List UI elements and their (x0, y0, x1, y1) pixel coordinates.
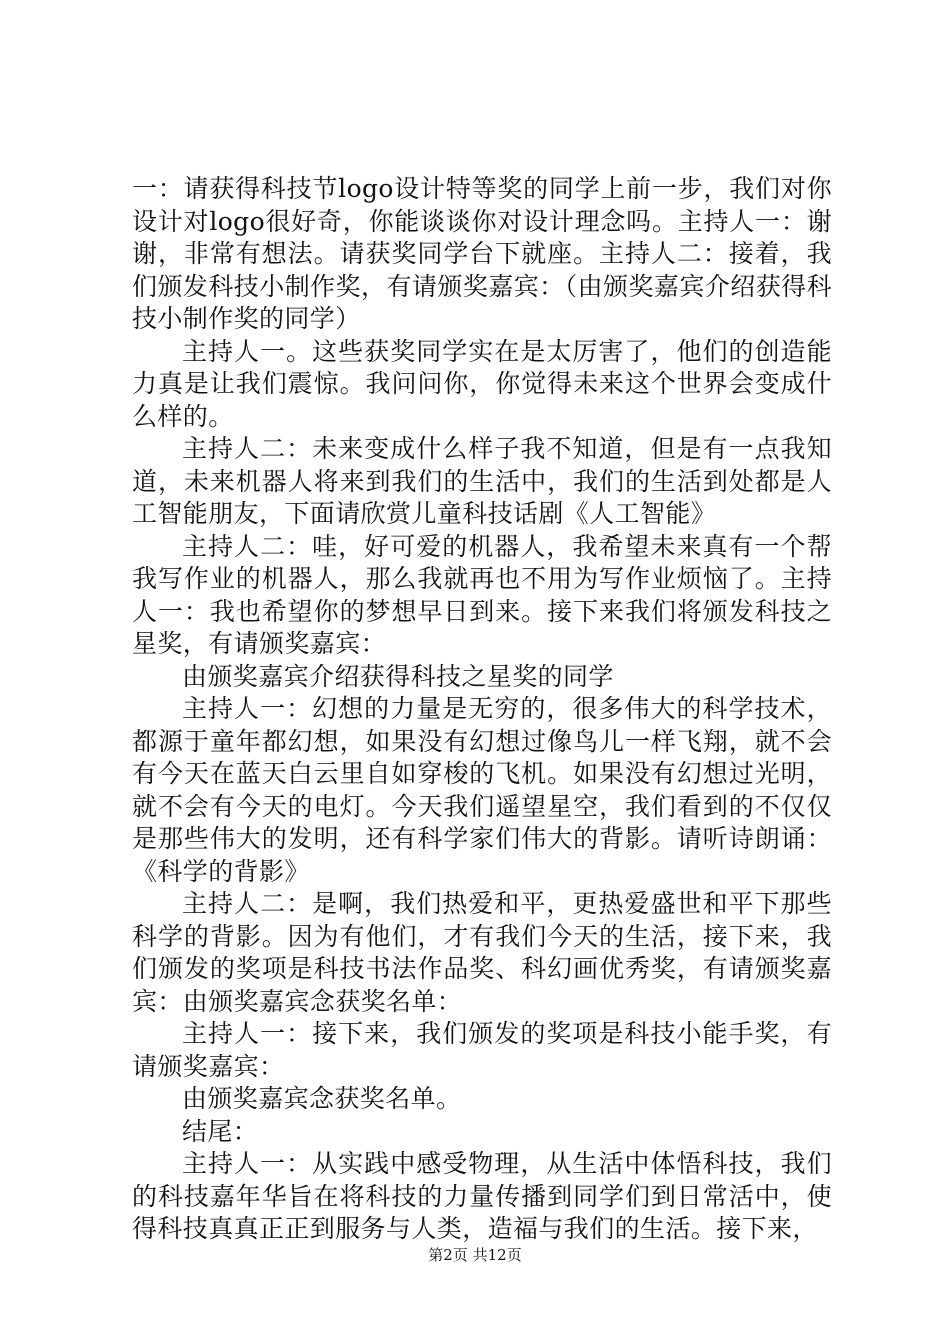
paragraph-5: 由颁奖嘉宾介绍获得科技之星奖的同学 (182, 661, 614, 691)
document-body (132, 173, 832, 1246)
paragraph-11: 主持人一：从实践中感受物理，从生活中体悟科技，我们的科技嘉年华旨在将科技的力量传播到同学们到日常活中，使得科技真真正正到服务与人类，造福与我们的生活。接下来， (132, 1149, 832, 1243)
paragraph-7: 主持人二：是啊，我们热爱和平，更热爱盛世和平下那些科学的背影。因为有他们，才有我们今天的生活，接下来，我们颁发的奖项是科技书法作品奖、科幻画优秀奖，有请颁奖嘉宾：由颁奖嘉宾念获奖名单： (132, 889, 832, 1016)
paragraph-6: 主持人一：幻想的力量是无穷的，很多伟大的科学技术，都源于童年都幻想，如果没有幻想过像鸟儿一样飞翔，就不会有今天在蓝天白云里自如穿梭的飞机。如果没有幻想过光明，就不会有今天的电灯。今天我们遥望星空，我们看到的不仅仅是那些伟大的发明，还有科学家们伟大的背影。请听诗朗诵：《科学的背影》 (132, 694, 832, 886)
paragraph-8: 主持人一：接下来，我们颁发的奖项是科技小能手奖，有请颁奖嘉宾： (132, 1019, 832, 1081)
paragraph-4: 主持人二：哇，好可爱的机器人，我希望未来真有一个帮我写作业的机器人，那么我就再也不用为写作业烦恼了。主持人一：我也希望你的梦想早日到来。接下来我们将颁发科技之星奖，有请颁奖嘉宾： (132, 531, 832, 658)
paragraph-3: 主持人二：未来变成什么样子我不知道，但是有一点我知道，未来机器人将来到我们的生活中，我们的生活到处都是人工智能朋友，下面请欣赏儿童科技话剧《人工智能》 (132, 434, 832, 528)
paragraph-10: 结尾： (182, 1116, 259, 1146)
page-number-footer: 第2页 共12页 (428, 1246, 522, 1264)
paragraph-1: 一：请获得科技节logo设计特等奖的同学上前一步，我们对你设计对logo很好奇，你能谈谈你对设计理念吗。主持人一：谢谢，非常有想法。请获奖同学台下就座。主持人二：接着，我们颁发科技小制作奖，有请颁奖嘉宾：（由颁奖嘉宾介绍获得科技小制作奖的同学） (132, 174, 832, 333)
paragraph-2: 主持人一。这些获奖同学实在是太厉害了，他们的创造能力真是让我们震惊。我问问你，你觉得未来这个世界会变成什么样的。 (132, 336, 832, 431)
paragraph-9: 由颁奖嘉宾念获奖名单。 (182, 1084, 462, 1113)
